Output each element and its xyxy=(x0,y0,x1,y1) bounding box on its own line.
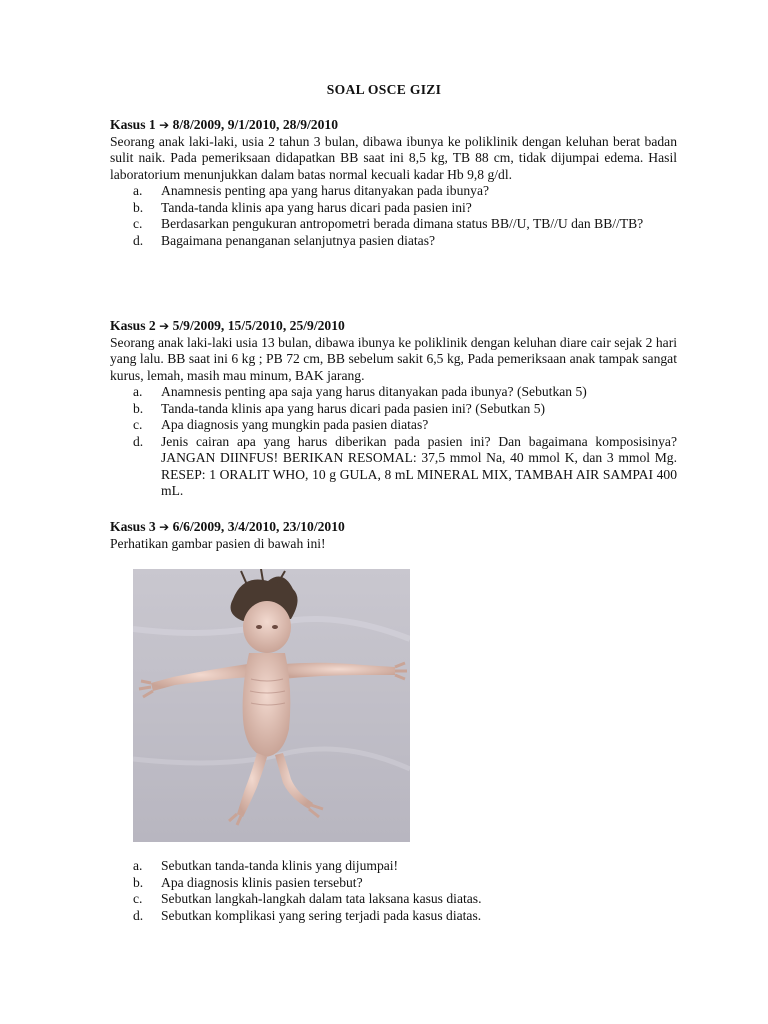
question-item xyxy=(110,434,677,500)
question-item xyxy=(110,908,677,925)
case-intro: Seorang anak laki-laki usia 13 bulan, dibawa ibunya ke poliklinik dengan keluhan diare cair sejak 2 hari yang lalu. BB saat ini 6 kg ; PB 72 cm, BB sebelum sakit 6,5 kg, Pada pemeriksaan anak tampak sangat kurus, lemah, masih mau minum, BAK jarang. xyxy=(110,334,677,383)
question-label: d. xyxy=(133,907,144,923)
question-text: Tanda-tanda klinis apa yang harus dicari pada pasien ini? (Sebutkan 5) xyxy=(161,400,546,416)
case-label: Kasus 2 xyxy=(110,318,156,333)
case-dates: 6/6/2009, 3/4/2010, 23/10/2010 xyxy=(172,519,345,534)
question-item xyxy=(110,200,677,217)
case-label: Kasus 3 xyxy=(110,519,156,534)
case-heading xyxy=(110,318,677,335)
case-3 xyxy=(110,519,677,552)
question-item xyxy=(110,891,677,908)
question-text: Anamnesis penting apa saja yang harus ditanyakan pada ibunya? (Sebutkan 5) xyxy=(161,384,587,399)
question-label: b. xyxy=(133,400,144,416)
case-dates: 8/8/2009, 9/1/2010, 28/9/2010 xyxy=(172,117,338,132)
case-heading xyxy=(110,117,677,134)
question-label: b. xyxy=(133,874,144,890)
question-label: a. xyxy=(133,183,143,198)
question-label: a. xyxy=(133,384,143,399)
question-item xyxy=(110,875,677,892)
question-text: Sebutkan komplikasi yang sering terjadi pada kasus diatas. xyxy=(161,907,482,923)
patient-photo xyxy=(133,569,410,842)
case-1 xyxy=(110,117,677,249)
question-item xyxy=(110,216,677,233)
case-dates: 5/9/2009, 15/5/2010, 25/9/2010 xyxy=(172,318,345,333)
arrow-right-icon: ➔ xyxy=(159,118,170,132)
question-text: Anamnesis penting apa yang harus ditanyakan pada ibunya? xyxy=(161,183,490,198)
question-label: d. xyxy=(133,232,144,248)
question-item xyxy=(110,401,677,418)
document-title: SOAL OSCE GIZI xyxy=(326,82,442,97)
question-item xyxy=(110,233,677,250)
case-intro: Seorang anak laki-laki, usia 2 tahun 3 bulan, dibawa ibunya ke poliklinik dengan keluhan berat badan sulit naik. Pada pemeriksaan didapatkan BB saat ini 8,5 kg, TB 88 cm, tidak dijumpai edema. Hasil laboratorium menunjukkan dalam batas normal kecuali kadar Hb 9,8 g/dl. xyxy=(110,133,677,182)
question-label: d. xyxy=(133,433,144,449)
case-heading xyxy=(110,519,677,536)
question-text: Sebutkan langkah-langkah dalam tata laksana kasus diatas. xyxy=(161,891,482,906)
question-label: c. xyxy=(133,417,143,432)
question-text: Berdasarkan pengukuran antropometri berada dimana status BB//U, TB//U dan BB//TB? xyxy=(161,216,644,231)
question-item xyxy=(110,417,677,434)
case-2 xyxy=(110,318,677,500)
question-label: c. xyxy=(133,891,143,906)
case-intro: Perhatikan gambar pasien di bawah ini! xyxy=(110,535,326,551)
question-label: a. xyxy=(133,858,143,873)
question-item xyxy=(110,384,677,401)
question-text: Sebutkan tanda-tanda klinis yang dijumpai! xyxy=(161,858,399,873)
arrow-right-icon: ➔ xyxy=(159,520,170,534)
arrow-right-icon: ➔ xyxy=(159,319,170,333)
question-label: b. xyxy=(133,199,144,215)
question-item xyxy=(110,858,677,875)
question-text: Bagaimana penanganan selanjutnya pasien diatas? xyxy=(161,232,436,248)
question-text: Tanda-tanda klinis apa yang harus dicari pada pasien ini? xyxy=(161,199,472,215)
question-item xyxy=(110,183,677,200)
question-text: Jenis cairan apa yang harus diberikan pada pasien ini? Dan bagaimana komposisinya? JANGAN DIINFUS! BERIKAN RESOMAL: 37,5 mmol Na, 40 mmol K, dan 3 mmol Mg. RESEP: 1 ORALIT WHO, 10 g GULA, 8 mL MINERAL MIX, TAMBAH AIR SAMPAI 400 mL. xyxy=(161,433,677,498)
question-text: Apa diagnosis yang mungkin pada pasien diatas? xyxy=(161,417,429,432)
question-label: c. xyxy=(133,216,143,231)
question-text: Apa diagnosis klinis pasien tersebut? xyxy=(161,874,363,890)
case-label: Kasus 1 xyxy=(110,117,156,132)
case-3-questions xyxy=(110,858,677,924)
